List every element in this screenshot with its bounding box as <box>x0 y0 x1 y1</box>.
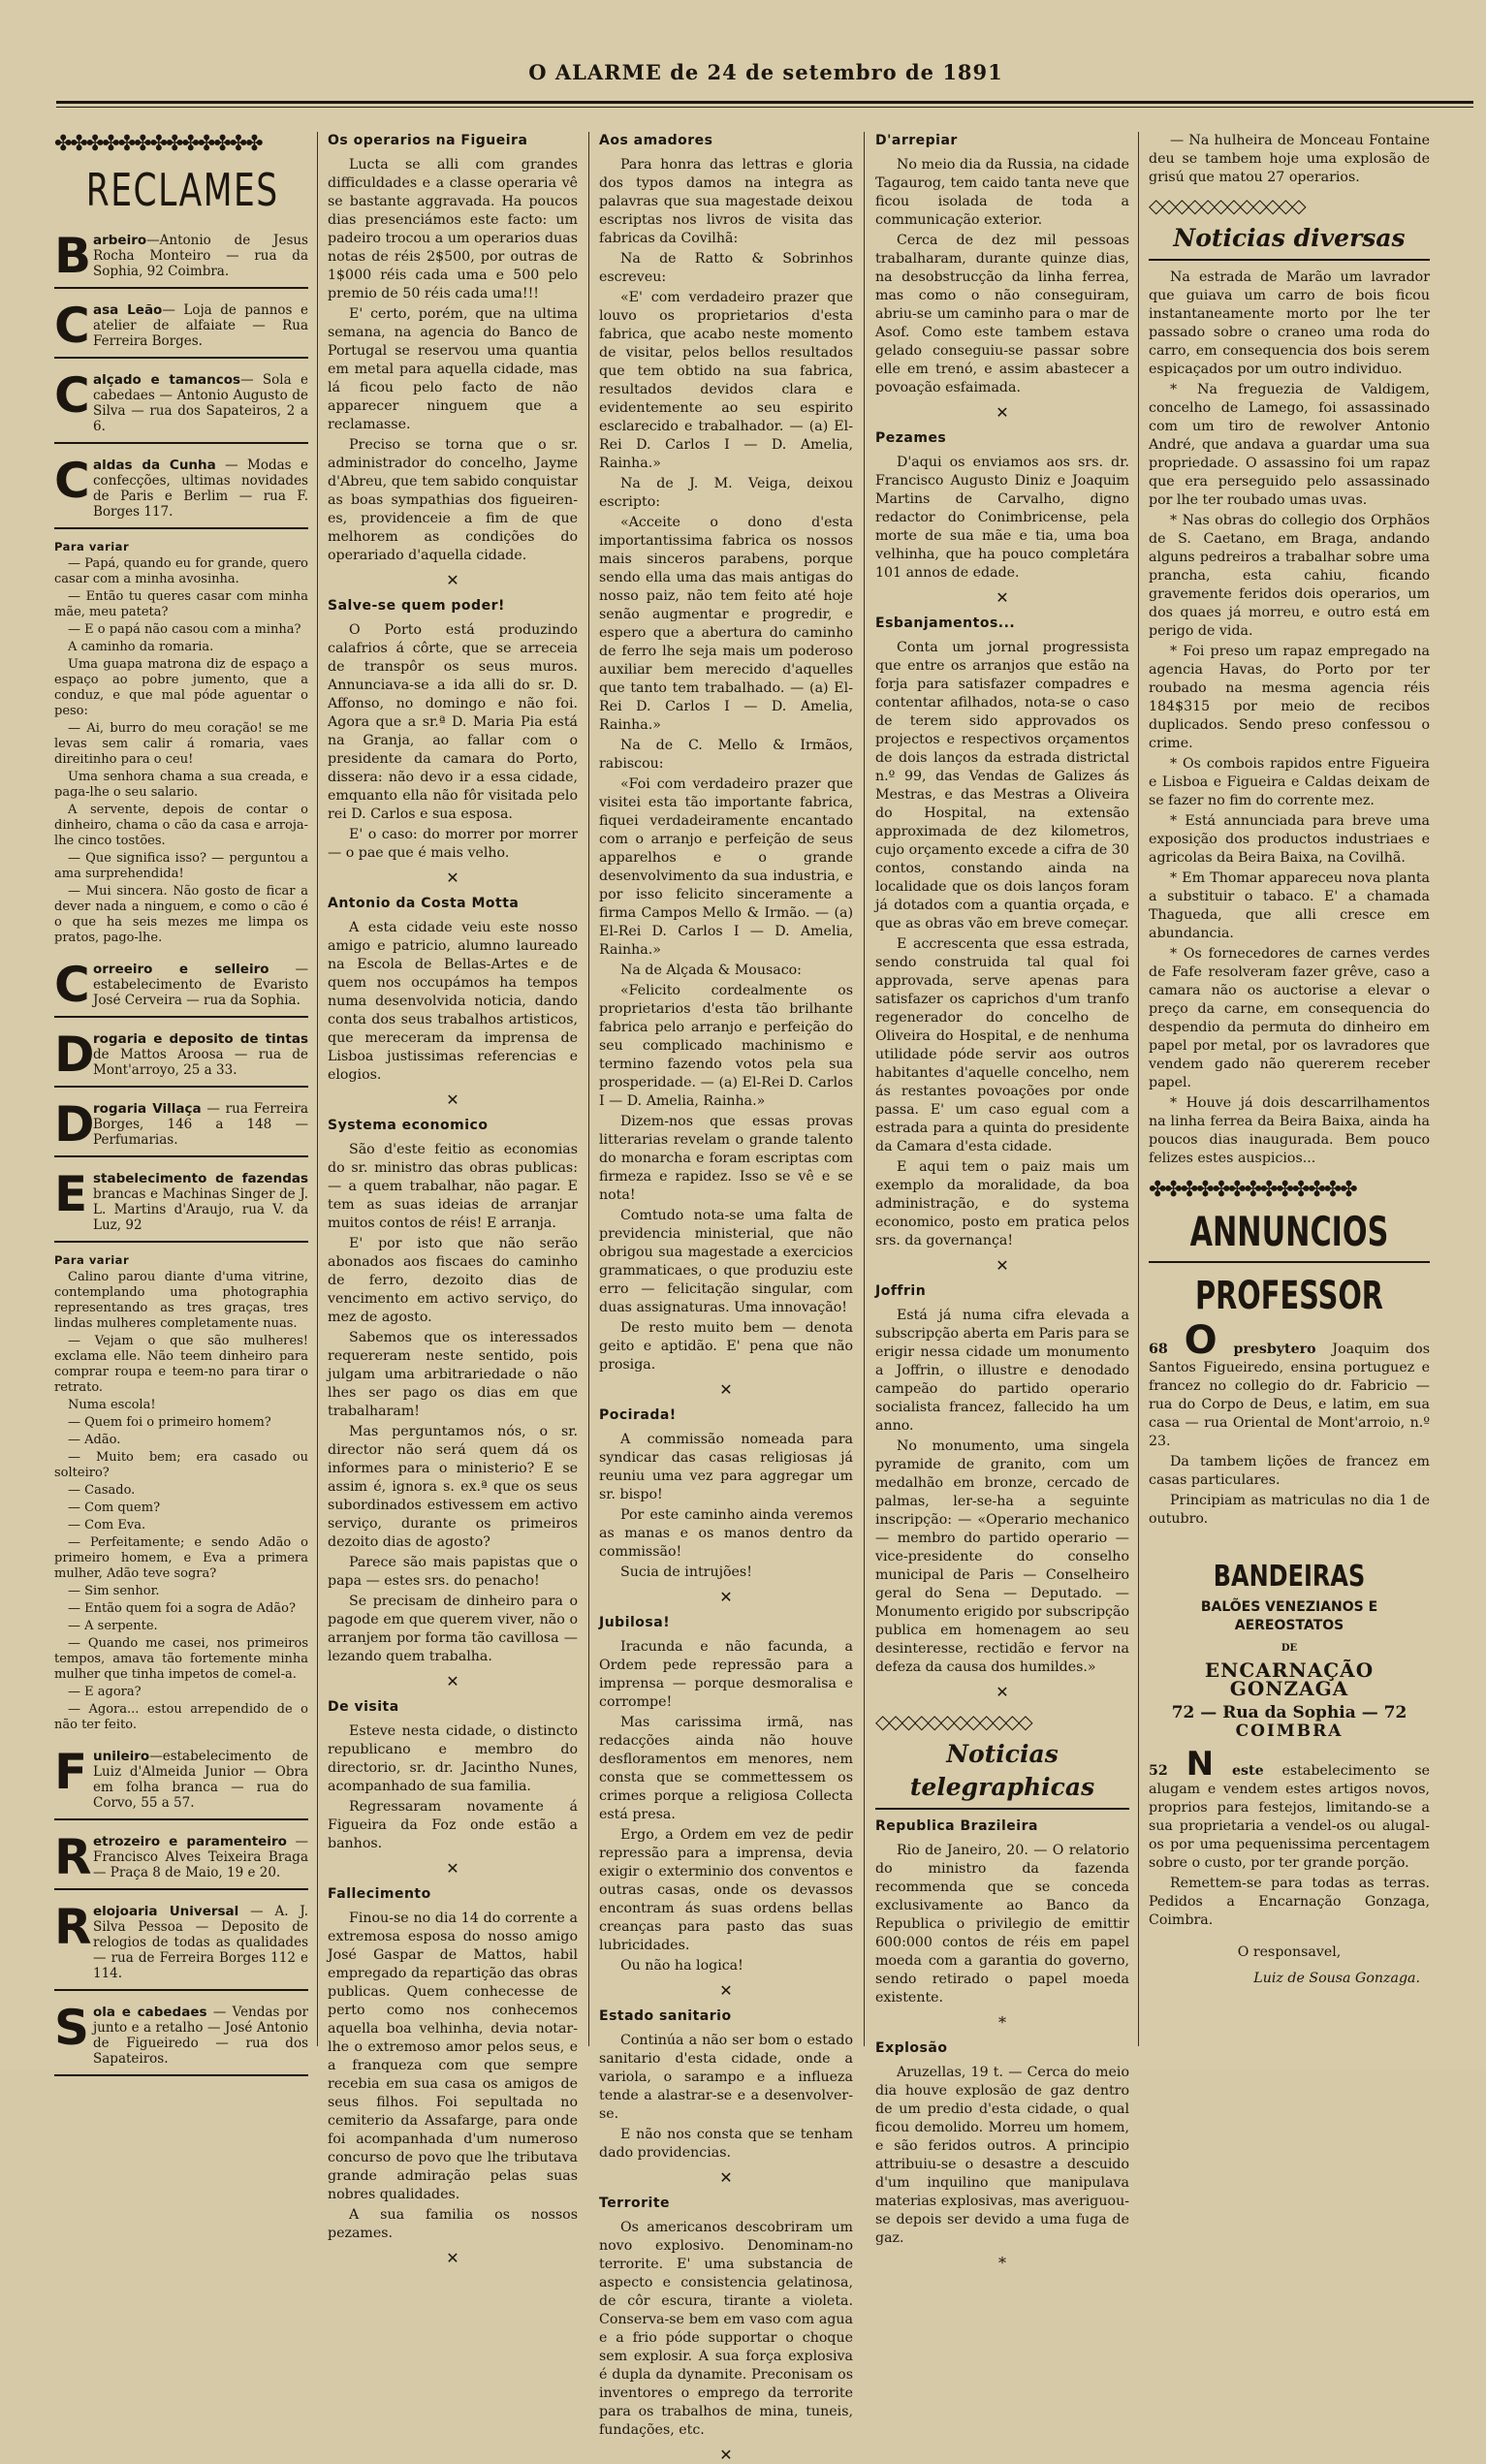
article-paragraph: E' certo, porém, que na ultima semana, na agencia do Banco de Portugal se reservou uma quantia em metal para aquella cidade, mas lá ficou pelo facto de não apparecer ninguem que a reclamasse. <box>328 306 578 432</box>
reclame-text <box>93 1834 308 1880</box>
responsavel-label: O responsavel, <box>1237 1944 1342 1960</box>
article-paragraph: Iracunda e não facunda, a Ordem pede repressão para a imprensa — porque desmoralisa e corrompe! <box>599 1639 853 1710</box>
article-head: Terrorite <box>599 2195 671 2211</box>
ad-initial: N <box>1186 1745 1215 1784</box>
article-paragraph: Parece são mais papistas que o papa — estes srs. do penacho! <box>328 1555 578 1589</box>
diversas-item: * Está annunciada para breve uma exposição dos productos industriaes e agricolas da Beira Baixa, na Covilhã. <box>1149 813 1430 866</box>
para-variar-head: Para variar <box>54 1253 130 1267</box>
article-paragraph: Dizem-nos que essas provas litterarias revelam o grande talento do monarcha e foram escriptas com firmeza e rapidez. Isso se vê e se nota! <box>599 1114 853 1203</box>
chain-ornament: ◇◇◇◇◇◇◇◇◇◇◇◇ <box>1149 194 1305 217</box>
article-separator: ✕ <box>446 1672 459 1690</box>
article-paragraph: Preciso se torna que o sr. administrador do concelho, Jayme d'Abreu, que tem sabido conquistar as boas sympathias dos figueiren-es, providenceie a fim de que melhorem as condições do operariado d'aquella cidade. <box>328 437 578 563</box>
reclame-body: — Sola e cabedaes — Antonio Augusto de Silva — rua dos Sapateiros, 2 a 6. <box>93 372 308 434</box>
column-divider <box>864 132 865 2046</box>
article-paragraph: De resto muito bem — denota geito e aptidão. E' pena que não prosiga. <box>599 1320 853 1373</box>
article-head: Pezames <box>875 430 947 446</box>
reclame-body: — estabelecimento de Evaristo José Cerveira — rua da Sophia. <box>93 962 308 1008</box>
article-head: Aos amadores <box>599 133 713 148</box>
article-separator: ✕ <box>719 1380 733 1399</box>
article-paragraph: A esta cidade veiu este nosso amigo e patricio, alumno laureado na Escola de Bellas-Artes e de quem nos occupámos ha tempos numa desenvolvida noticia, dando conta dos seus trabalhos artisticos, que mereceram da imprensa de Lisboa justissimas referencias e elogios. <box>328 920 578 1083</box>
ad-lead: presbytero <box>1233 1342 1316 1357</box>
article-separator: * <box>998 2013 1006 2032</box>
article-paragraph: Sucia de intrujões! <box>620 1564 752 1580</box>
article-head: Esbanjamentos... <box>875 616 1016 631</box>
joke-line: — Com Eva. <box>68 1518 146 1532</box>
diversas-title: Noticias diversas <box>1173 224 1406 252</box>
bandeiras-ad <box>1149 1745 1431 1873</box>
chain-ornament: ◇◇◇◇◇◇◇◇◇◇◇◇ <box>875 1710 1031 1733</box>
para-variar-1 <box>54 539 308 946</box>
joke-line: — Sim senhor. <box>68 1584 160 1598</box>
article-paragraph: Conta um jornal progressista que entre os arranjos que estão na forja para satisfazer compadres e contentar afilhados, nota-se o caso de terem sido approvados os projectos e respectivos orçamentos de dois lanços da estrada districtal n.º 99, das Vendas de Galizes ás Mestras, e das Mestras a Oliveira do Hospital, na extensão approximada de dez kilometros, cujo orçamento excede a cifra de 30 contos, constando ainda na localidade que os dois lanços foram já dotados com a quantia orçada, e que as obras vão em breve começar. <box>875 640 1129 932</box>
reclame-initial: D <box>54 1027 95 1083</box>
joke-line: — Muito bem; era casado ou solteiro? <box>54 1450 308 1480</box>
reclame-body: — Francisco Alves Teixeira Braga — Praça 8 de Maio, 19 e 20. <box>93 1834 308 1880</box>
telegram-paragraph: Rio de Janeiro, 20. — O relatorio do ministro da fazenda recommenda que se conceda exclusivamente ao Banco da Republica o privilegio de emittir 600:000 contos de réis em papel moeda com a garantia do governo, sendo retirado o papel moeda existente. <box>875 1843 1129 2006</box>
reclame-text <box>93 1749 308 1811</box>
reclame-item <box>54 452 308 529</box>
joke-line: Uma senhora chama a sua creada, e paga-lhe o seu salario. <box>54 770 308 800</box>
column-4 <box>875 132 1129 2272</box>
article-paragraph: «Foi com verdadeiro prazer que visitei esta tão importante fabrica, fiquei verdadeiramente encantado com o arranjo e perfeição de seus apparelhos e o grande desenvolvimento da sua industria, e por isso felicito sinceramente a firma Campos Mello & Irmão. — (a) El-Rei D. Carlos I — D. Amelia, Rainha.» <box>599 776 853 958</box>
article-head: Fallecimento <box>328 1886 431 1902</box>
column-3 <box>599 132 853 2464</box>
reclame-body: — Loja de pannos e atelier de alfaiate — Rua Ferreira Borges. <box>93 302 308 349</box>
article-separator: ✕ <box>996 588 1009 607</box>
reclame-initial: C <box>54 957 90 1013</box>
section-rule <box>875 1808 1129 1810</box>
reclame-body: —estabelecimento de Luiz d'Almeida Junior — Obra em folha branca — rua do Corvo, 55 a 57. <box>93 1749 308 1811</box>
article-paragraph: E accrescenta que essa estrada, sendo construida tal qual foi approvada, serve apenas para satisfazer os caprichos d'um tranfo regenerador do concelho de Oliveira do Hospital, e de nenhuma utilidade póde servir aos outros habitantes d'aquelle concelho, nem ás restantes povoações por onde passa. E' um caso egual com a estrada para a quinta do presidente da Camara d'esta cidade. <box>875 936 1129 1154</box>
article-head: Os operarios na Figueira <box>328 133 528 148</box>
article-separator: ✕ <box>446 1090 459 1109</box>
reclame-item <box>54 1743 308 1820</box>
reclame-text <box>93 2005 308 2067</box>
reclame-initial: R <box>54 1829 92 1885</box>
reclame-initial: S <box>54 2000 90 2056</box>
telegraphicas-articles <box>875 1817 1129 2272</box>
joke-line: — Quando me casei, nos primeiros tempos, amava tão fortemente minha mulher que tinha impetos de comel-a. <box>54 1636 308 1682</box>
bandeiras-extra: Remettem-se para todas as terras. Pedidos a Encarnação Gonzaga, Coimbra. <box>1149 1876 1430 1928</box>
article-paragraph: Na de Ratto & Sobrinhos escreveu: <box>599 251 853 285</box>
professor-extra-2: Principiam as matriculas no dia 1 de outubro. <box>1149 1493 1430 1527</box>
joke-line: Calino parou diante d'uma vitrine, contemplando uma photographia representando as tres graças, tres lindas mulheres completamente nuas. <box>54 1270 308 1331</box>
column-divider <box>588 132 589 2046</box>
column-4-articles <box>875 132 1129 1701</box>
joke-line: — E agora? <box>68 1685 142 1699</box>
header-rule <box>56 101 1473 104</box>
diversas-item: * Os fornecedores de carnes verdes de Fafe resolveram fazer grêve, caso a camara não os auctorise a elevar o preço da carne, em consequencia do despendio da permuta do dinheiro em papel por metal, por os lavradores que vendem gado não quererem receber papel. <box>1149 946 1430 1090</box>
article-head: Salve-se quem poder! <box>328 598 505 614</box>
ad-initial: O <box>1184 1318 1217 1363</box>
joke-line: — Agora... estou arrependido de o não ter feito. <box>54 1702 308 1732</box>
reclame-body: — rua Ferreira Borges, 146 a 148 — Perfumarias. <box>93 1101 308 1148</box>
column-divider <box>317 132 318 2046</box>
article-paragraph: O Porto está produzindo calafrios á côrte, que se arreceia de transpôr os seus muros. Annunciava-se a ida alli do sr. D. Affonso, no domingo e não foi. Agora que a sr.ª D. Maria Pia está na Granja, ao fallar com o presidente da camara do Porto, dissera: não devo ir a essa cidade, emquanto ella não fôr visitada pelo rei D. Carlos e sua esposa. <box>328 622 578 822</box>
diversas-item: * Os combois rapidos entre Figueira e Lisboa e Figueira e Caldas deixam de se fazer no fim do corrente mez. <box>1149 756 1430 808</box>
reclame-initial: C <box>54 298 90 354</box>
article-head: Estado sanitario <box>599 2008 732 2024</box>
reclame-item <box>54 1165 308 1243</box>
reclame-item <box>54 227 308 289</box>
telegram-head: Republica Brazileira <box>875 1818 1038 1834</box>
article-paragraph: Regressaram novamente á Figueira da Foz onde estão a banhos. <box>328 1799 578 1851</box>
reclame-item <box>54 1095 308 1157</box>
article-separator: ✕ <box>996 1256 1009 1275</box>
reclame-body: — Vendas por junto e a retalho — José Antonio de Figueiredo — rua dos Sapateiros. <box>93 2005 308 2067</box>
reclame-text <box>93 372 308 434</box>
reclame-lead: aldas da Cunha <box>93 458 216 473</box>
reclame-lead: unileiro <box>93 1749 150 1764</box>
diversas-item: Na estrada de Marão um lavrador que guiava um carro de bois ficou instantaneamente morto por lhe ter passado sobre o craneo uma roda do carro, em consequencia dos bois serem espicaçados por um outro individuo. <box>1149 269 1430 377</box>
article-paragraph: A sua familia os nossos pezames. <box>328 2207 578 2241</box>
telegram-paragraph: Aruzellas, 19 t. — Cerca do meio dia houve explosão de gaz dentro de um predio d'esta cidade, o qual ficou demolido. Morreu um homem, e são feridos outros. A principio attribuiu-se o desastre a descuido d'um inquilino que manipulava materias explosivas, mas averiguou-se depois ser devido a uma fuga de gaz. <box>875 2065 1129 2246</box>
ad-text: Joaquim dos Santos Figueiredo, ensina portuguez e francez no collegio do dr. Fabricio — rua do Corpo de Deus, e latim, em sua casa — rua Oriental de Mont'arroio, n.º 23. <box>1149 1342 1431 1449</box>
bandeiras-firm: ENCARNAÇÃO GONZAGA <box>1204 1658 1375 1700</box>
reclames-list-2 <box>54 956 308 1243</box>
article-separator: ✕ <box>719 1588 733 1606</box>
article-paragraph: Continúa a não ser bom o estado sanitario d'esta cidade, onde a variola, o sarampo e a influeza tende a alastrar-se e a desenvolver-se. <box>599 2033 853 2122</box>
article-paragraph: Esteve nesta cidade, o distincto republicano e membro do directorio, sr. dr. Jacintho Nunes, acompanhado de sua familia. <box>328 1723 578 1794</box>
reclames-title: RECLAMES <box>85 164 279 216</box>
reclame-lead: stabelecimento de fazendas <box>93 1171 308 1186</box>
joke-line: — Vejam o que são mulheres! exclama elle. Não teem dinheiro para comprar roupa e teem-no para tirar o retrato. <box>54 1334 308 1395</box>
article-paragraph: Ergo, a Ordem em vez de pedir repressão para a imprensa, devia exigir o exterminio dos conventos e outras casas, onde os devassos encontram ás suas ordens bellas creanças para pasto das suas lubricidades. <box>599 1827 853 1953</box>
joke-line: — A serpente. <box>68 1619 158 1633</box>
article-paragraph: E não nos consta que se tenham dado providencias. <box>599 2127 853 2161</box>
article-paragraph: São d'este feitio as economias do sr. ministro das obras publicas: — a quem trabalhar, não pagar. E tem as suas ideias de arranjar muitos contos de réis! E arranja. <box>328 1142 578 1231</box>
bandeiras-de: DE <box>1280 1643 1298 1654</box>
reclames-list <box>54 227 308 529</box>
reclame-body: de Mattos Aroosa — rua de Mont'arroyo, 25 a 33. <box>93 1047 308 1078</box>
article-paragraph: E' por isto que não serão abonados aos fiscaes do caminho de ferro, dezoito dias de vencimento em activo serviço, do mez de agosto. <box>328 1236 578 1325</box>
joke-line: — Então quem foi a sogra de Adão? <box>68 1601 296 1616</box>
article-paragraph: No monumento, uma singela pyramide de granito, com um medalhão em bronze, cercado de palmas, ler-se-ha a seguinte inscripção: — «Operario mechanico — membro do partido operario — vice-presidente do conselho municipal de Paris — Conselheiro geral do Sena — Deputado. — Monumento erigido por subscripção publica em homenagem ao seu desinteresse, rectidão e fervor na defeza da causa dos humildes.» <box>875 1438 1129 1675</box>
article-paragraph: No meio dia da Russia, na cidade Tagaurog, tem caido tanta neve que ficou isolada de toda a communicação exterior. <box>875 157 1129 228</box>
joke-line: A servente, depois de contar o dinheiro, chama o cão da casa e arroja-lhe cinco tostões. <box>54 803 308 848</box>
joke-line: Numa escola! <box>68 1398 156 1412</box>
bandeiras-address: 72 — Rua da Sophia — 72 <box>1171 1703 1407 1722</box>
bandeiras-city: COIMBRA <box>1235 1722 1344 1741</box>
article-head: Antonio da Costa Motta <box>328 896 520 911</box>
reclame-item <box>54 1999 308 2076</box>
bandeiras-sub: BALÕES VENEZIANOS E AEREOSTATOS <box>1200 1599 1378 1633</box>
reclame-lead: rogaria Villaça <box>93 1101 202 1117</box>
section-rule <box>1149 259 1430 261</box>
article-paragraph: Na de C. Mello & Irmãos, rabiscou: <box>599 738 853 772</box>
professor-extra-1: Da tambem lições de francez em casas particulares. <box>1149 1454 1430 1488</box>
reclame-text <box>93 1031 308 1078</box>
column-2 <box>328 132 578 2267</box>
article-paragraph: Na de J. M. Veiga, deixou escripto: <box>599 476 853 510</box>
annuncios-title: ANNUNCIOS <box>1189 1208 1389 1255</box>
article-paragraph: E aqui tem o paiz mais um exemplo da moralidade, da boa administração, e do systema economico, posto em pratica pelos srs. da governança! <box>875 1159 1129 1248</box>
joke-line: — Casado. <box>68 1483 136 1498</box>
ad-text: estabelecimento se alugam e vendem estes artigos novos, proprios para festejos, limitando-se a sua proprietaria a vendel-os ou alugal-os por uma pequenissima percentagem sobre o custo, por ter grande porção. <box>1149 1763 1431 1871</box>
article-head: Joffrin <box>875 1283 927 1299</box>
professor-ad <box>1149 1318 1431 1451</box>
diversas-item: * Foi preso um rapaz empregado na agencia Havas, do Porto por ter roubado na mesma agencia réis 184$315 por meio de recibos duplicados. Sendo preso confessou o crime. <box>1149 644 1430 751</box>
joke-line: — Adão. <box>68 1433 121 1447</box>
joke-line: — E o papá não casou com a minha? <box>68 622 301 637</box>
diversas-item: * Nas obras do collegio dos Orphãos de S. Caetano, em Braga, andando alguns pedreiros a trabalhar sobre uma prancha, esta cahiu, ficando gravemente feridos dois operarios, um dos quaes já morreu, e outro está em perigo de vida. <box>1149 513 1430 639</box>
article-paragraph: Os americanos descobriram um novo explosivo. Denominam-no terrorite. E' uma substancia de aspecto e consistencia gelatinosa, de côr escura, tirante a violeta. Conserva-se bem em vaso com agua e a frio póde supportar o choque sem explosir. A sua força explosiva é dupla da dynamite. Preconisam os inventores o emprego da terrorite para os trabalhos de mina, tuneis, fundações, etc. <box>599 2220 853 2438</box>
article-paragraph: Mas carissima irmã, nas redacções ainda não houve desfloramentos em menores, nem consta que se commettessem os crimes porque a religiosa Collecta está presa. <box>599 1715 853 1822</box>
article-head: Jubilosa! <box>599 1615 671 1630</box>
article-paragraph: Se precisam de dinheiro para o pagode em que querem viver, não o arranjem por forma tão cavillosa — lezando quem trabalha. <box>328 1594 578 1664</box>
joke-line: — Então tu queres casar com minha mãe, meu pateta? <box>54 589 308 619</box>
reclame-lead: rogaria e deposito de tintas <box>93 1031 308 1047</box>
article-separator: ✕ <box>446 2249 459 2267</box>
ad-number: 68 <box>1149 1342 1168 1357</box>
article-paragraph: «Acceite o dono d'esta importantissima fabrica os nossos mais sinceros parabens, porque sendo ella uma das mais antigas do nosso paiz, não tem feito até hoje senão augmentar e progredir, e espero que a abertura do caminho de ferro lhe seja mais um poderoso auxiliar bem merecido d'aquelles que tanto tem trabalhado. — (a) El-Rei D. Carlos I — D. Amelia, Rainha.» <box>599 515 853 733</box>
article-paragraph: D'aqui os enviamos aos srs. dr. Francisco Augusto Diniz e Joaquim Martins de Carvalho, digno redactor do Conimbricense, pela morte de sua mãe e tia, uma boa velhinha, que ha pouco completára 101 annos de edade. <box>875 455 1129 581</box>
article-paragraph: Finou-se no dia 14 do corrente a extremosa esposa do nosso amigo José Gaspar de Mattos, habil empregado da repartição das obras publicas. Quem conhecesse de perto como nos conhecemos aquella boa velhinha, devia notar-lhe o extremoso amor pelos seus, e a franqueza com que sempre recebia em sua casa os amigos de seus filhos. Foi sepultada no cemiterio da Assafarge, para onde foi acompanhada d'um numeroso concurso de povo que lhe tributava grande admiração pelas suas nobres qualidades. <box>328 1911 578 2202</box>
article-separator: ✕ <box>996 1683 1009 1701</box>
joke-line: Uma guapa matrona diz de espaço a espaço ao pobre jumento, que a conduz, e que mal póde aguentar o peso: <box>54 657 308 718</box>
joke-line: — Quem foi o primeiro homem? <box>68 1415 271 1430</box>
article-head: D'arrepiar <box>875 133 958 148</box>
telegram-head: Explosão <box>875 2040 948 2056</box>
article-separator: ✕ <box>446 869 459 887</box>
reclame-initial: B <box>54 228 92 284</box>
reclame-lead: arbeiro <box>93 233 147 248</box>
article-paragraph: E' o caso: do morrer por morrer — o pae que é mais velho. <box>328 827 578 861</box>
article-paragraph: Ou não ha logica! <box>620 1958 743 1974</box>
reclame-lead: asa Leão <box>93 302 163 318</box>
article-separator: ✕ <box>996 403 1009 422</box>
column-reclames <box>54 132 308 2067</box>
reclame-item <box>54 297 308 359</box>
diversas-item: * Houve já dois descarrilhamentos na linha ferrea da Beira Baixa, ainda ha poucos dias inaugurada. Bem pouco felizes estes auspicios... <box>1149 1095 1430 1166</box>
article-paragraph: Está já numa cifra elevada a subscripção aberta em Paris para se erigir nessa cidade um monumento a Joffrin, o illustre e denodado campeão do partido operario socialista francez, fallecido ha um anno. <box>875 1308 1129 1434</box>
reclame-text <box>93 962 308 1008</box>
article-separator: * <box>998 2254 1006 2272</box>
reclame-initial: R <box>54 1899 92 1955</box>
joke-line: — Com quem? <box>68 1501 161 1515</box>
ad-lead: este <box>1232 1763 1264 1779</box>
monceau-note: — Na hulheira de Monceau Fontaine deu se tambem hoje uma explosão de grisú que matou 27 operarios. <box>1149 133 1430 185</box>
diversas-items <box>1149 269 1430 1168</box>
article-head: Pocirada! <box>599 1407 677 1423</box>
joke-line: — Que significa isso? — perguntou a ama surprehendida! <box>54 851 308 881</box>
masthead: O ALARME de 24 de setembro de 1891 <box>528 60 1003 84</box>
diversas-item: * Em Thomar appareceu nova planta a substituir o tabaco. E' a chamada Thagueda, que alli cresce em abundancia. <box>1149 870 1430 941</box>
joke-line: — Perfeitamente; e sendo Adão o primeiro homem, e Eva a primera mulher, Adão teve sogra? <box>54 1535 308 1581</box>
professor-title: PROFESSOR <box>1195 1274 1383 1318</box>
reclame-lead: ola e cabedaes <box>93 2005 207 2020</box>
ornament-border: ✤✤✤✤✤✤✤✤✤✤✤✤✤ <box>1149 1178 1356 1202</box>
telegraphicas-title: Noticias telegraphicas <box>909 1740 1095 1801</box>
article-paragraph: Cerca de dez mil pessoas trabalharam, durante quinze dias, na desobstrucção da linha ferrea, mas como o não conseguiram, abriu-se um caminho para o mar de Asof. Como este tambem estava gelado conseguiu-se passar sobre elle em trenó, e assim abastecer a povoação esfaimada. <box>875 233 1129 395</box>
reclame-body: brancas e Machinas Singer de J. L. Martins d'Araujo, rua V. da Luz, 92 <box>93 1186 308 1233</box>
article-head: Systema economico <box>328 1118 489 1133</box>
header-rule-thin <box>56 107 1473 108</box>
column-divider <box>1138 132 1139 2046</box>
article-paragraph: Lucta se alli com grandes difficuldades e a classe operaria vê se bastante aggravada. Ha poucos dias presenciámos este facto: um padeiro trocou a um operarios duas notas de réis 2$500, por outras de 1$000 réis cada uma e 500 pelo premio de 50 réis cada uma!!! <box>328 157 578 301</box>
reclame-text <box>93 1904 308 1981</box>
article-separator: ✕ <box>446 1859 459 1878</box>
reclame-lead: elojoaria Universal <box>93 1904 239 1919</box>
diversas-item: * Na freguezia de Valdigem, concelho de Lamego, foi assassinado com um tiro de rewolver Antonio André, que andava a guardar uma sua propriedade. O assassino foi um rapaz que era perseguido pelo assassinado por lhe ter roubado umas uvas. <box>1149 382 1430 508</box>
reclame-text <box>93 233 308 279</box>
article-paragraph: A commissão nomeada para syndicar das casas religiosas já reuniu uma vez para aggregar um sr. bispo! <box>599 1432 853 1502</box>
responsavel-signature: Luiz de Sousa Gonzaga. <box>1253 1971 1420 1986</box>
article-paragraph: Na de Alçada & Mousaco: <box>620 963 802 978</box>
joke-line: A caminho da romaria. <box>68 640 214 654</box>
article-paragraph: Sabemos que os interessados requereram neste sentido, pois julgam uma arbitrariedade o não lhes ser pago os dias em que trabalharam! <box>328 1330 578 1419</box>
reclame-item <box>54 956 308 1018</box>
ad-number: 52 <box>1149 1763 1168 1779</box>
reclame-text <box>93 1171 308 1233</box>
reclame-body: — Modas e confecções, ultimas novidades de Paris e Berlim — rua F. Borges 117. <box>93 458 308 520</box>
article-paragraph: Comtudo nota-se uma falta de previdencia ministerial, que não obrigou sua magestade a exercicios grammaticaes, o que produziu este erro — felicitação singular, com duas assignaturas. Uma innovação! <box>599 1208 853 1315</box>
reclame-body: — A. J. Silva Pessoa — Deposito de relogios de todas as qualidades — rua de Ferreira Borges 112 e 114. <box>93 1904 308 1981</box>
article-separator: ✕ <box>719 1981 733 2000</box>
joke-line: — Mui sincera. Não gosto de ficar a dever nada a ninguem, e como o cão é o que ha seis mezes me limpa os pratos, pago-lhe. <box>54 884 308 945</box>
reclame-body: —Antonio de Jesus Rocha Monteiro — rua da Sophia, 92 Coimbra. <box>93 233 308 279</box>
reclame-initial: C <box>54 367 90 424</box>
article-separator: ✕ <box>446 571 459 589</box>
bandeiras-title: BANDEIRAS <box>1213 1560 1366 1594</box>
reclame-initial: F <box>54 1744 88 1800</box>
reclame-lead: orreeiro e selleiro <box>93 962 269 977</box>
reclame-item <box>54 1898 308 1991</box>
reclame-text <box>93 1101 308 1148</box>
section-rule <box>1149 1261 1430 1263</box>
article-paragraph: Para honra das lettras e gloria dos typos damos na integra as palavras que sua magestade deixou escriptas nos livros de visita das fabricas da Covilhã: <box>599 157 853 246</box>
reclame-lead: alçado e tamancos <box>93 372 241 388</box>
article-paragraph: «Felicito cordealmente os proprietarios d'esta tão brilhante fabrica pelo arranjo e perfeição do seu complicado machinismo e termino fazendo votos pela sua prosperidade. — (a) El-Rei D. Carlos I — D. Amelia, Rainha.» <box>599 983 853 1109</box>
reclame-text <box>93 302 308 349</box>
reclame-text <box>93 458 308 520</box>
reclame-initial: C <box>54 453 90 509</box>
reclame-initial: D <box>54 1096 95 1153</box>
article-separator: ✕ <box>719 2168 733 2187</box>
reclame-item <box>54 1026 308 1088</box>
reclame-lead: etrozeiro e paramenteiro <box>93 1834 287 1849</box>
column-5 <box>1149 132 1430 2051</box>
article-paragraph: Por este caminho ainda veremos as manas e os manos dentro da commissão! <box>599 1507 853 1560</box>
reclame-initial: E <box>54 1166 88 1222</box>
joke-line: — Ai, burro do meu coração! se me levas sem calir á romaria, vaes direitinho para o ceu! <box>54 721 308 767</box>
joke-line: — Papá, quando eu for grande, quero casar com a minha avosinha. <box>54 556 308 586</box>
reclames-list-3 <box>54 1743 308 2076</box>
reclame-item <box>54 366 308 444</box>
ornament-border: ✤✤✤✤✤✤✤✤✤✤✤✤✤ <box>54 132 262 156</box>
article-separator: ✕ <box>719 2446 733 2464</box>
para-variar-2 <box>54 1252 308 1733</box>
article-paragraph: «E' com verdadeiro prazer que louvo os proprietarios d'esta fabrica, que acabo neste momento de visitar, pelos bellos resultados que tem obtido na sua fabrica, resultados devidos clara e evidentemente ao seu espirito esclarecido e trabalhador. — (a) El-Rei D. Carlos I — D. Amelia, Rainha.» <box>599 290 853 471</box>
article-head: De visita <box>328 1699 399 1715</box>
para-variar-head: Para variar <box>54 540 130 553</box>
reclame-item <box>54 1828 308 1890</box>
article-paragraph: Mas perguntamos nós, o sr. director não será quem dá os informes para o ministerio? E se assim é, ignora s. ex.ª que os seus subordinados estivessem em activo serviço, durante os primeiros dezoito dias de agosto? <box>328 1424 578 1550</box>
